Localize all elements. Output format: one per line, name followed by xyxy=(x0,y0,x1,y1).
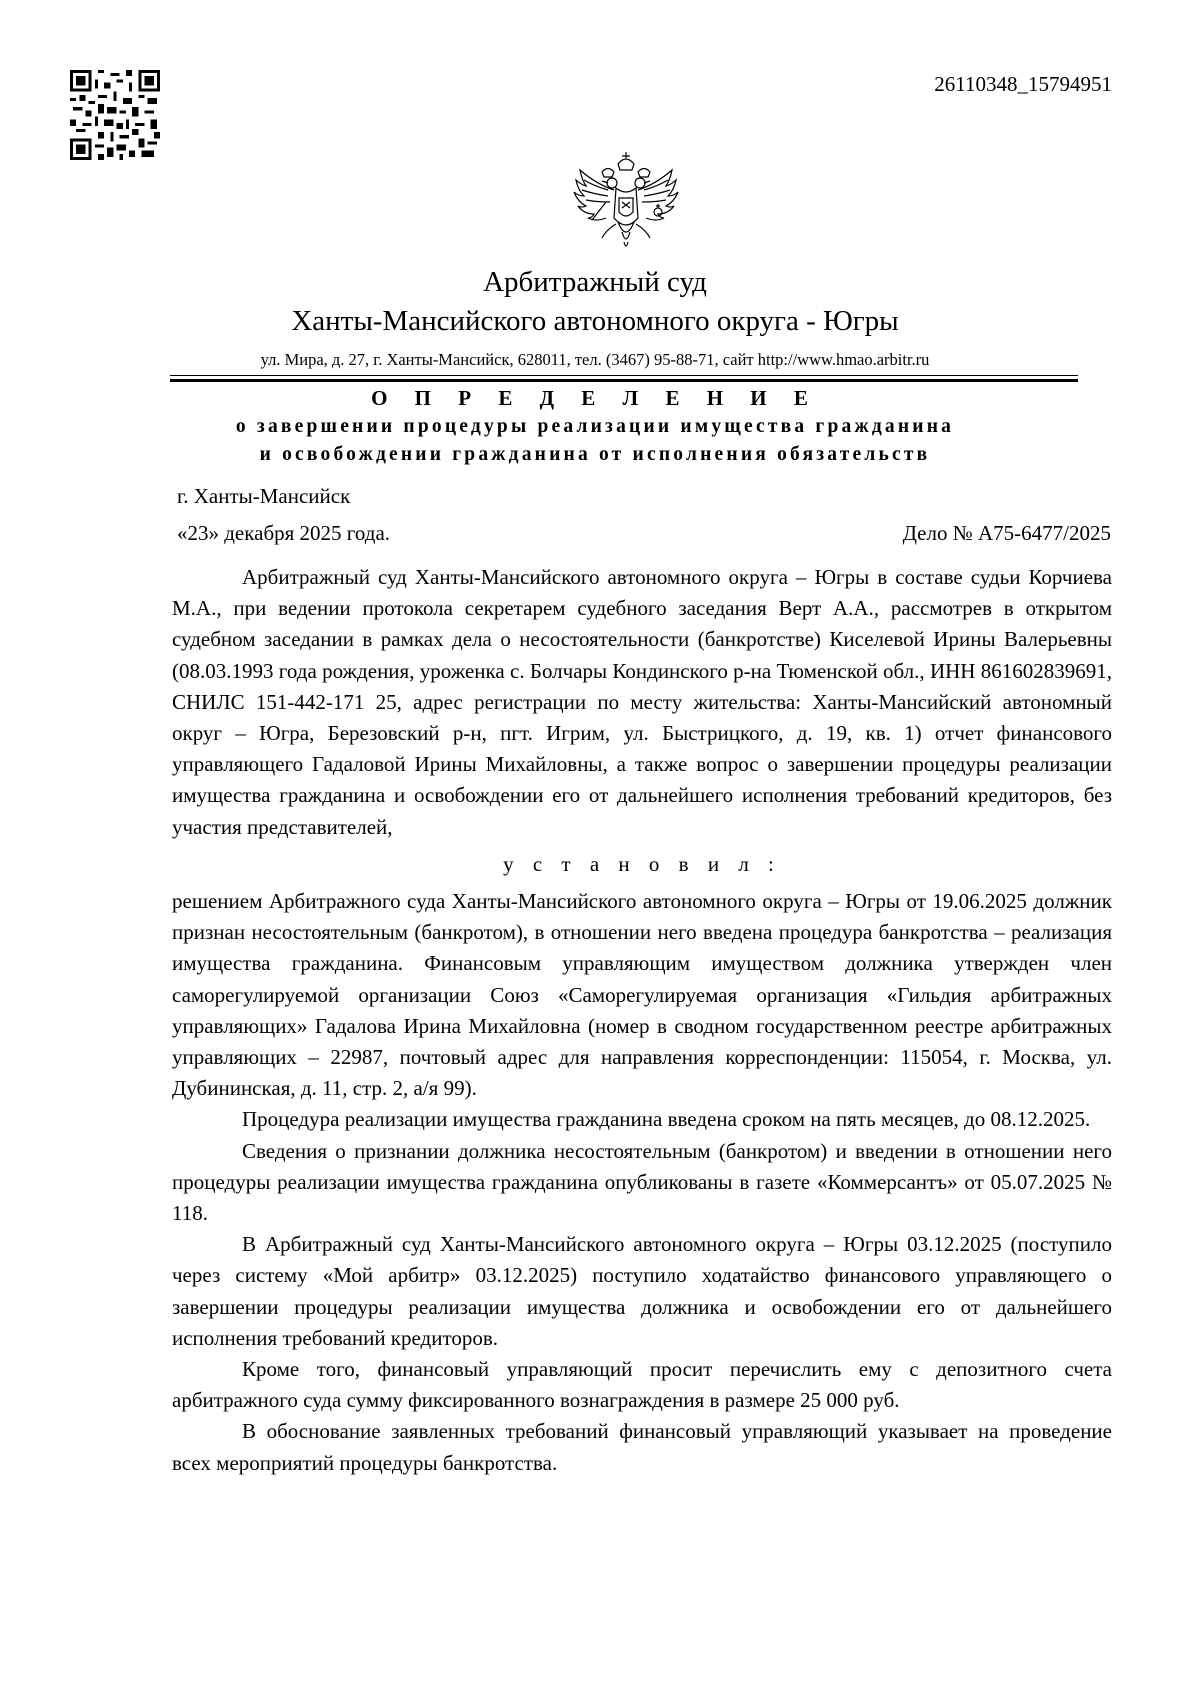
paragraph-2: Процедура реализации имущества гражданина введена сроком на пять месяцев, до 08.12.2025. xyxy=(242,1107,1091,1132)
document-subject-line1: о завершении процедуры реализации имущества гражданина xyxy=(235,416,955,437)
paragraph-1: решением Арбитражного суда Ханты-Мансийского автономного округа – Югры от 19.06.2025 должник признан несостоятельным (банкротом), в отношении него введена процедура банкротства – реализация имущества гражданина. Финансовым управляющим имуществом должника утвержден член саморегулируемой организации Союз «Саморегулируемая организация «Гильдия арбитражных управляющих» Гадалова Ирина Михайловна (номер в сводном государственном реестре арбитражных управляющих – 22987, почтовый адрес для направления корреспонденции: 115054, г. Москва, ул. Дубининская, д. 11, стр. 2, а/я 99). xyxy=(172,889,1112,1101)
qr-code-icon xyxy=(70,70,160,160)
intro-paragraph: Арбитражный суд Ханты-Мансийского автономного округа – Югры в составе судьи Корчиева М.А., при ведении протокола секретарем судебного заседания Верт А.А., рассмотрев в открытом судебном заседании в рамках дела о несостоятельности (банкротстве) Киселевой Ирины Валерьевны (08.03.1993 года рождения, уроженка с. Болчары Кондинского р-на Тюменской обл., ИНН 861602839691, СНИЛС 151-442-171 25, адрес регистрации по месту жительства: Ханты-Мансийский автономный округ – Югра, Березовский р-н, пгт. Игрим, ул. Быстрицкого, д. 19, кв. 1) отчет финансового управляющего Гадаловой Ирины Михайловны, а также вопрос о завершении процедуры реализации имущества гражданина и освобождении его от дальнейшего исполнения требований кредиторов, без участия представителей, xyxy=(172,565,1112,839)
document-type: О П Р Е Д Е Л Е Н И Е xyxy=(371,386,819,410)
case-number: Дело № А75-6477/2025 xyxy=(902,521,1111,545)
court-name-line2: Ханты-Мансийского автономного округа - Югры xyxy=(291,305,899,337)
document-id: 26110348_15794951 xyxy=(934,72,1112,96)
paragraph-5: Кроме того, финансовый управляющий просит перечислить ему с депозитного счета арбитражного суда сумму фиксированного вознаграждения в размере 25 000 руб. xyxy=(172,1357,1112,1413)
coat-of-arms-icon xyxy=(572,150,680,262)
paragraph-4: В Арбитражный суд Ханты-Мансийского автономного округа – Югры 03.12.2025 (поступило через систему «Мой арбитр» 03.12.2025) поступило ходатайство финансового управляющего о завершении процедуры реализации имущества должника и освобождении его от дальнейшего исполнения требований кредиторов. xyxy=(172,1232,1112,1350)
document-city: г. Ханты-Мансийск xyxy=(177,484,351,508)
document-body xyxy=(172,562,1112,1479)
ustanovil-heading: у с т а н о в и л : xyxy=(503,851,781,876)
document-subject-line2: и освобождении гражданина от исполнения обязательств xyxy=(259,444,931,465)
document-date: «23» декабря 2025 года. xyxy=(177,521,391,545)
paragraph-6: В обоснование заявленных требований финансовый управляющий указывает на проведение всех мероприятий процедуры банкротства. xyxy=(172,1419,1112,1475)
court-name-line1: Арбитражный суд xyxy=(483,266,707,298)
header-divider-thin xyxy=(170,375,1078,376)
header-divider-thick xyxy=(170,379,1078,382)
paragraph-3: Сведения о признании должника несостоятельным (банкротом) и введении в отношении него процедуры реализации имущества гражданина опубликованы в газете «Коммерсантъ» от 05.07.2025 № 118. xyxy=(172,1138,1112,1226)
court-address: ул. Мира, д. 27, г. Ханты-Мансийск, 628011, тел. (3467) 95-88-71, сайт http://www.hmao.arbitr.ru xyxy=(260,350,930,369)
